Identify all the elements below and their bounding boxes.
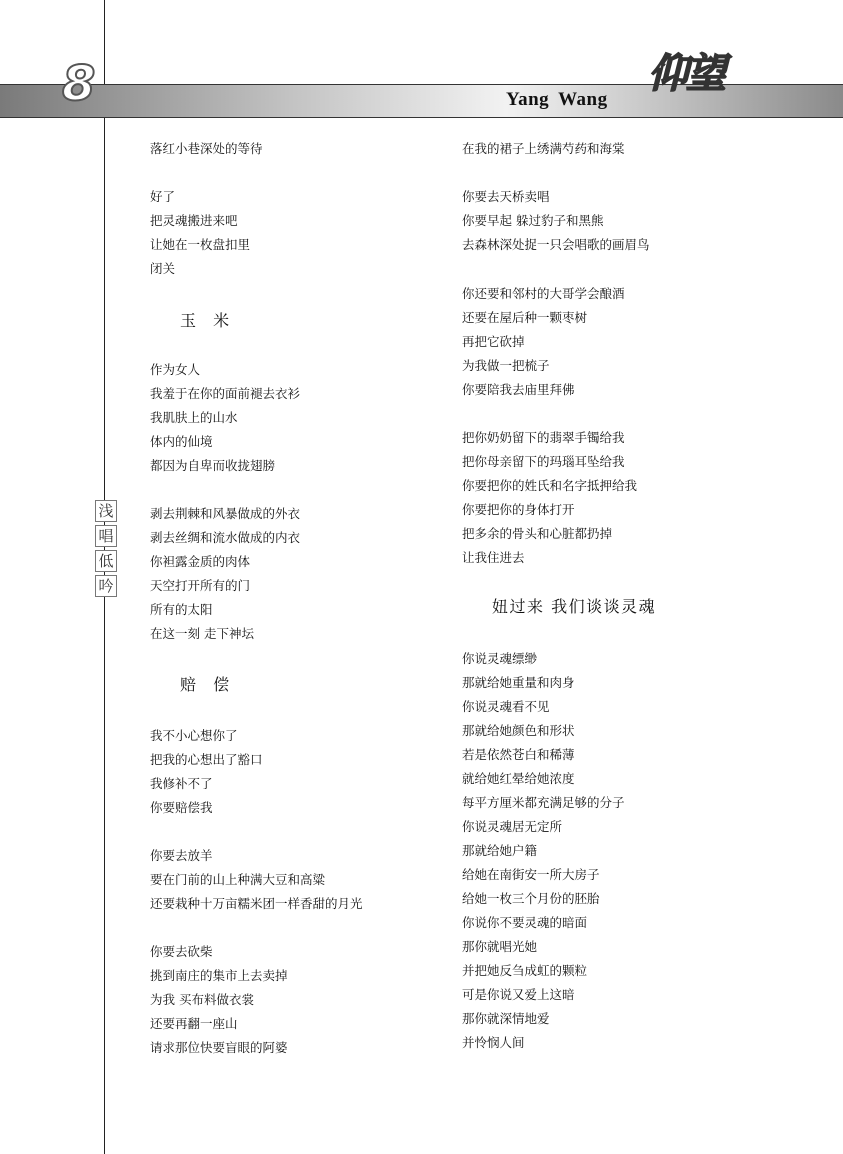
poem-line: 落红小巷深处的等待 (150, 141, 263, 156)
poem-line: 我不小心想你了 (150, 728, 238, 743)
poem-line: 作为女人 (150, 362, 201, 377)
poem-line: 为我做一把梳子 (462, 358, 550, 373)
poem-line: 那就给她颜色和形状 (462, 723, 575, 738)
poem-line: 你说你不要灵魂的暗面 (462, 915, 588, 930)
poem-line: 你袒露金质的肉体 (150, 554, 251, 569)
poem-line: 让我住进去 (462, 550, 525, 565)
poem-line: 为我 买布料做衣裳 (150, 992, 254, 1007)
poem-line: 要在门前的山上种满大豆和高粱 (150, 872, 326, 887)
poem-line: 剥去丝绸和流水做成的内衣 (150, 530, 301, 545)
side-label-char: 浅 (95, 500, 117, 522)
poem-line: 把多余的骨头和心脏都扔掉 (462, 526, 613, 541)
poem-line: 所有的太阳 (150, 602, 213, 617)
poem-line: 你还要和邻村的大哥学会酿酒 (462, 286, 625, 301)
poem-line: 闭关 (150, 261, 176, 276)
poem-line: 可是你说又爱上这暗 (462, 987, 575, 1002)
poem-line: 你要早起 躲过豹子和黑熊 (462, 213, 604, 228)
poem-line: 请求那位快要盲眼的阿婆 (150, 1040, 288, 1055)
poem-line: 我肌肤上的山水 (150, 410, 238, 425)
poem-line: 就给她红晕给她浓度 (462, 771, 575, 786)
poem-line: 你要去放羊 (150, 848, 213, 863)
poem-line: 你要去砍柴 (150, 944, 213, 959)
poem-line: 剥去荆棘和风暴做成的外衣 (150, 506, 301, 521)
poem-line: 在我的裙子上绣满芍药和海棠 (462, 141, 625, 156)
poem-line: 把我的心想出了豁口 (150, 752, 263, 767)
side-label-char: 唱 (95, 525, 117, 547)
poem-title: 赔 偿 (180, 675, 236, 694)
poem-line: 你要赔偿我 (150, 800, 213, 815)
magazine-title-logo: 仰望 (648, 51, 724, 97)
poem-line: 把灵魂搬进来吧 (150, 213, 238, 228)
poem-title: 妞过来 我们谈谈灵魂 (492, 597, 657, 616)
poem-line: 你说灵魂居无定所 (462, 819, 563, 834)
poem-line: 若是依然苍白和稀薄 (462, 747, 575, 762)
poem-line: 体内的仙境 (150, 434, 213, 449)
poem-line: 你说灵魂缥缈 (462, 651, 538, 666)
running-head: Yang Wang (506, 89, 608, 110)
poem-line: 你要把你的姓氏和名字抵押给我 (462, 478, 638, 493)
poem-line: 让她在一枚盘扣里 (150, 237, 251, 252)
poem-line: 再把它砍掉 (462, 334, 525, 349)
poem-line: 你要把你的身体打开 (462, 502, 575, 517)
poem-line: 那就给她户籍 (462, 843, 538, 858)
poem-title: 玉 米 (180, 311, 236, 330)
poem-line: 那你就唱光她 (462, 939, 538, 954)
poem-line: 那你就深情地爱 (462, 1011, 550, 1026)
poem-line: 那就给她重量和肉身 (462, 675, 575, 690)
poem-line: 挑到南庄的集市上去卖掉 (150, 968, 288, 983)
poem-line: 每平方厘米都充满足够的分子 (462, 795, 625, 810)
poem-line: 在这一刻 走下神坛 (150, 626, 254, 641)
poem-line: 还要在屋后种一颗枣树 (462, 310, 588, 325)
poem-line: 给她在南街安一所大房子 (462, 867, 600, 882)
poem-line: 还要再翻一座山 (150, 1016, 238, 1031)
side-section-label (95, 500, 115, 600)
poem-line: 好了 (150, 189, 176, 204)
poem-line: 去森林深处捉一只会唱歌的画眉鸟 (462, 237, 650, 252)
poem-line: 给她一枚三个月份的胚胎 (462, 891, 600, 906)
side-label-char: 吟 (95, 575, 117, 597)
page-number: 8 (62, 56, 96, 112)
poem-line: 我修补不了 (150, 776, 213, 791)
poem-line: 还要栽种十万亩糯米团一样香甜的月光 (150, 896, 363, 911)
side-label-char: 低 (95, 550, 117, 572)
poem-line: 我羞于在你的面前褪去衣衫 (150, 386, 301, 401)
poem-line: 你要去天桥卖唱 (462, 189, 550, 204)
poem-line: 你要陪我去庙里拜佛 (462, 382, 575, 397)
poem-line: 天空打开所有的门 (150, 578, 251, 593)
poem-line: 并把她反刍成虹的颗粒 (462, 963, 588, 978)
poem-line: 把你奶奶留下的翡翠手镯给我 (462, 430, 625, 445)
poem-line: 你说灵魂看不见 (462, 699, 550, 714)
poem-line: 并怜悯人间 (462, 1035, 525, 1050)
poem-line: 把你母亲留下的玛瑙耳坠给我 (462, 454, 625, 469)
poem-line: 都因为自卑而收拢翅膀 (150, 458, 276, 473)
